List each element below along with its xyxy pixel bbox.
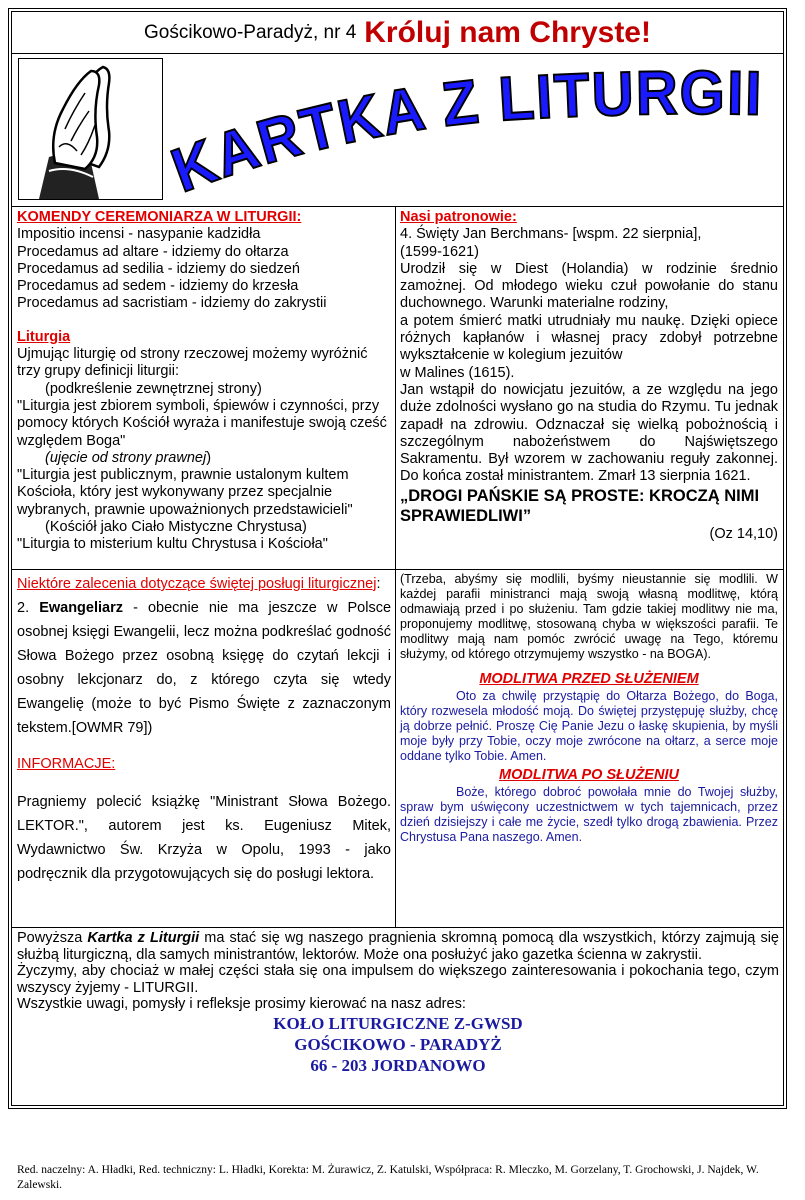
divider: [395, 207, 396, 569]
command-line: Procedamus ad sedilia - idziemy do siedzeń: [17, 260, 300, 277]
patrons-section: [400, 209, 778, 543]
svg-text:KARTKA Z LITURGII: KARTKA Z LITURGII: [163, 58, 766, 205]
address-line: 66 - 203 JORDANOWO: [310, 1055, 486, 1075]
prayer-after-title: MODLITWA PO SŁUŻENIU: [499, 767, 679, 783]
editorial-credits: Red. naczelny: A. Hładki, Red. techniczny: L. Hładki, Korekta: M. Żurawicz, Z. Katulski, Współpraca: R. Mleczko, M. Gorzelany, T. Grochowski, J. Najdek, W. Zalewski.: [17, 1164, 759, 1191]
recommendations-section: [17, 572, 391, 886]
divider: [12, 927, 783, 928]
issue-place: Gościkowo-Paradyż, nr 4: [144, 21, 357, 43]
footer-paragraph: Życzymy, aby chociaż w małej części stała się ona impulsem do większego zainteresowania i pokochania tego, czym wszyscy żyjemy - LITURGII.: [17, 963, 779, 996]
patron-bio: Jan wstąpił do nowicjatu jezuitów, a ze względu na jego duże zdolności wysłano go na studia do Rzymu. Tu jednak zapadł na zdrowiu. Odznaczał się wielką pobożnością i szczególnym nabożeństwem do Najświętszego Sakramentu. Był wzorem w zachowaniu reguły zakonnej. Do końca został ministrantem. Zmarł 13 sierpnia 1621.: [400, 381, 778, 485]
info-heading: INFORMACJE:: [17, 756, 116, 772]
liturgy-definition: "Liturgia jest zbiorem symboli, śpiewów i czynności, przy pomocy których Kościół wyraża i manifestuje swoją cześć względem Boga": [17, 397, 387, 449]
commands-section: [17, 209, 391, 554]
prayer-before-text: Oto za chwilę przystąpię do Ołtarza Bożego, do Boga, który rozwesela młodość moją. Do świętej przystępuję służby, chcę ją dobrze pełnić. Proszę Cię Panie Jezu o łaskę skupienia, by myśli moje były przy Tobie, oczy moje zwrócone na ołtarz, a serce moje oddane tylko Tobie. Amen.: [400, 689, 778, 763]
patron-bio: w Malines (1615).: [400, 364, 515, 381]
patrons-heading: Nasi patronowie:: [400, 209, 517, 225]
divider: [12, 569, 783, 570]
banner: [12, 55, 783, 207]
liturgy-definition: "Liturgia jest publicznym, prawnie ustalonym kultem Kościoła, który jest wykonywany przez specjalnie wybranych, prawnie upoważnionych przedstawicieli": [17, 467, 353, 518]
liturgy-intro: Ujmując liturgię od strony rzeczowej możemy wyróżnić trzy grupy definicji liturgii:: [17, 346, 368, 380]
motto: Króluj nam Chryste!: [364, 15, 651, 49]
divider: [395, 569, 396, 927]
commands-heading: KOMENDY CEREMONIARZA W LITURGII:: [17, 209, 302, 225]
liturgy-note: (Kościół jako Ciało Mistyczne Chrystusa): [45, 519, 307, 536]
command-line: Procedamus ad altare - idziemy do ołtarza: [17, 243, 289, 260]
masthead: [12, 12, 783, 54]
patron-dates: (1599-1621): [400, 243, 479, 260]
prayer-after-text: Boże, którego dobroć powołała mnie do Twojej służby, spraw bym uświęcony uczestnictwem w tych tajemnicach, przez dzień dzisiejszy i całe me życie, szedł tylko drogą zbawienia. Przez Chrystusa Pana naszego. Amen.: [400, 785, 778, 844]
address-line: KOŁO LITURGICZNE Z-GWSD: [273, 1013, 523, 1033]
liturgy-heading: Liturgia: [17, 328, 71, 345]
footer-paragraph: Wszystkie uwagi, pomysły i refleksje prosimy kierować na nasz adres:: [17, 996, 466, 1012]
liturgy-definition: "Liturgia to misterium kultu Chrystusa i Kościoła": [17, 536, 328, 553]
patron-bio: Urodził się w Diest (Holandia) w rodzinie średnio zamożnej. Od młodego wieku czuł powołanie do stanu duchownego. Warunki materialne rodziny,: [400, 260, 778, 312]
info-text: Pragniemy polecić książkę "Ministrant Słowa Bożego. LEKTOR.", autorem jest ks. Eugeniusz Mitek, Wydawnictwo Św. Krzyża w Opolu, 1993 - jako podręcznik dla przygotowujących się do posługi lektora.: [17, 794, 391, 882]
liturgy-note: (podkreślenie zewnętrznej strony): [45, 380, 262, 397]
recommendations-heading: Niektóre zalecenia dotyczące świętej posługi liturgicznej:: [17, 576, 381, 592]
command-line: Impositio incensi - nasypanie kadzidła: [17, 226, 261, 243]
address-line: GOŚCIKOWO - PARADYŻ: [294, 1034, 502, 1054]
patron-bio: a potem śmierć matki utrudniały mu naukę. Dzięki opiece różnych kapłanów i własnej pracy zdobył potrzebne wykształcenie w kolegium jezuitów: [400, 312, 778, 364]
recommendation-item: 2. Ewangeliarz - obecnie nie ma jeszcze w Polsce osobnej księgi Ewangelii, lecz można podkreślać godność Słowa Bożego przez osobną księgę do czytań lekcji i osobny lekcjonarz do, z którego czyta się wtedy Ewangelię (może to być Pismo Święte z zaznaczonym tekstem.[OWMR 79]): [17, 600, 392, 736]
command-line: Procedamus ad sacristiam - idziemy do zakrystii: [17, 295, 327, 312]
prayers-section: [400, 572, 778, 845]
prayer-before-title: MODLITWA PRZED SŁUŻENIEM: [479, 671, 699, 687]
liturgy-note: (ujęcie od strony prawnej): [45, 449, 212, 466]
prayers-intro: (Trzeba, abyśmy się modlili, byśmy nieustannie się modlili. W każdej parafii ministranci mają swoją własną modlitwę, którą odmawiają przed i po służeniu. Tam gdzie takiej modlitwy nie ma, proponujemy modlitwę, stosowaną chyba w większości parafii. Te modlitwy mają nam pomóc zwrócić uwagę na Tego, któremu służymy, od którego otrzymujemy wszystko - na BOGA).: [400, 572, 778, 661]
footer-section: [17, 930, 779, 1076]
praying-hands-icon: [18, 58, 163, 200]
banner-title: [162, 55, 782, 205]
footer-paragraph: Powyższa Kartka z Liturgii ma stać się wg naszego pragnienia skromną pomocą dla wszystkich, którzy zajmują się służbą liturgiczną, dla samych ministrantów, lektorów. Może ona posłużyć jako gazetka ścienna w zakrystii.: [17, 930, 779, 963]
patron-name: 4. Święty Jan Berchmans- [wspm. 22 sierpnia],: [400, 226, 702, 243]
command-line: Procedamus ad sedem - idziemy do krzesła: [17, 278, 299, 295]
patron-quote: „DROGI PAŃSKIE SĄ PROSTE: KROCZĄ NIMI SPRAWIEDLIWI”: [400, 486, 760, 525]
quote-reference: (Oz 14,10): [709, 525, 778, 542]
